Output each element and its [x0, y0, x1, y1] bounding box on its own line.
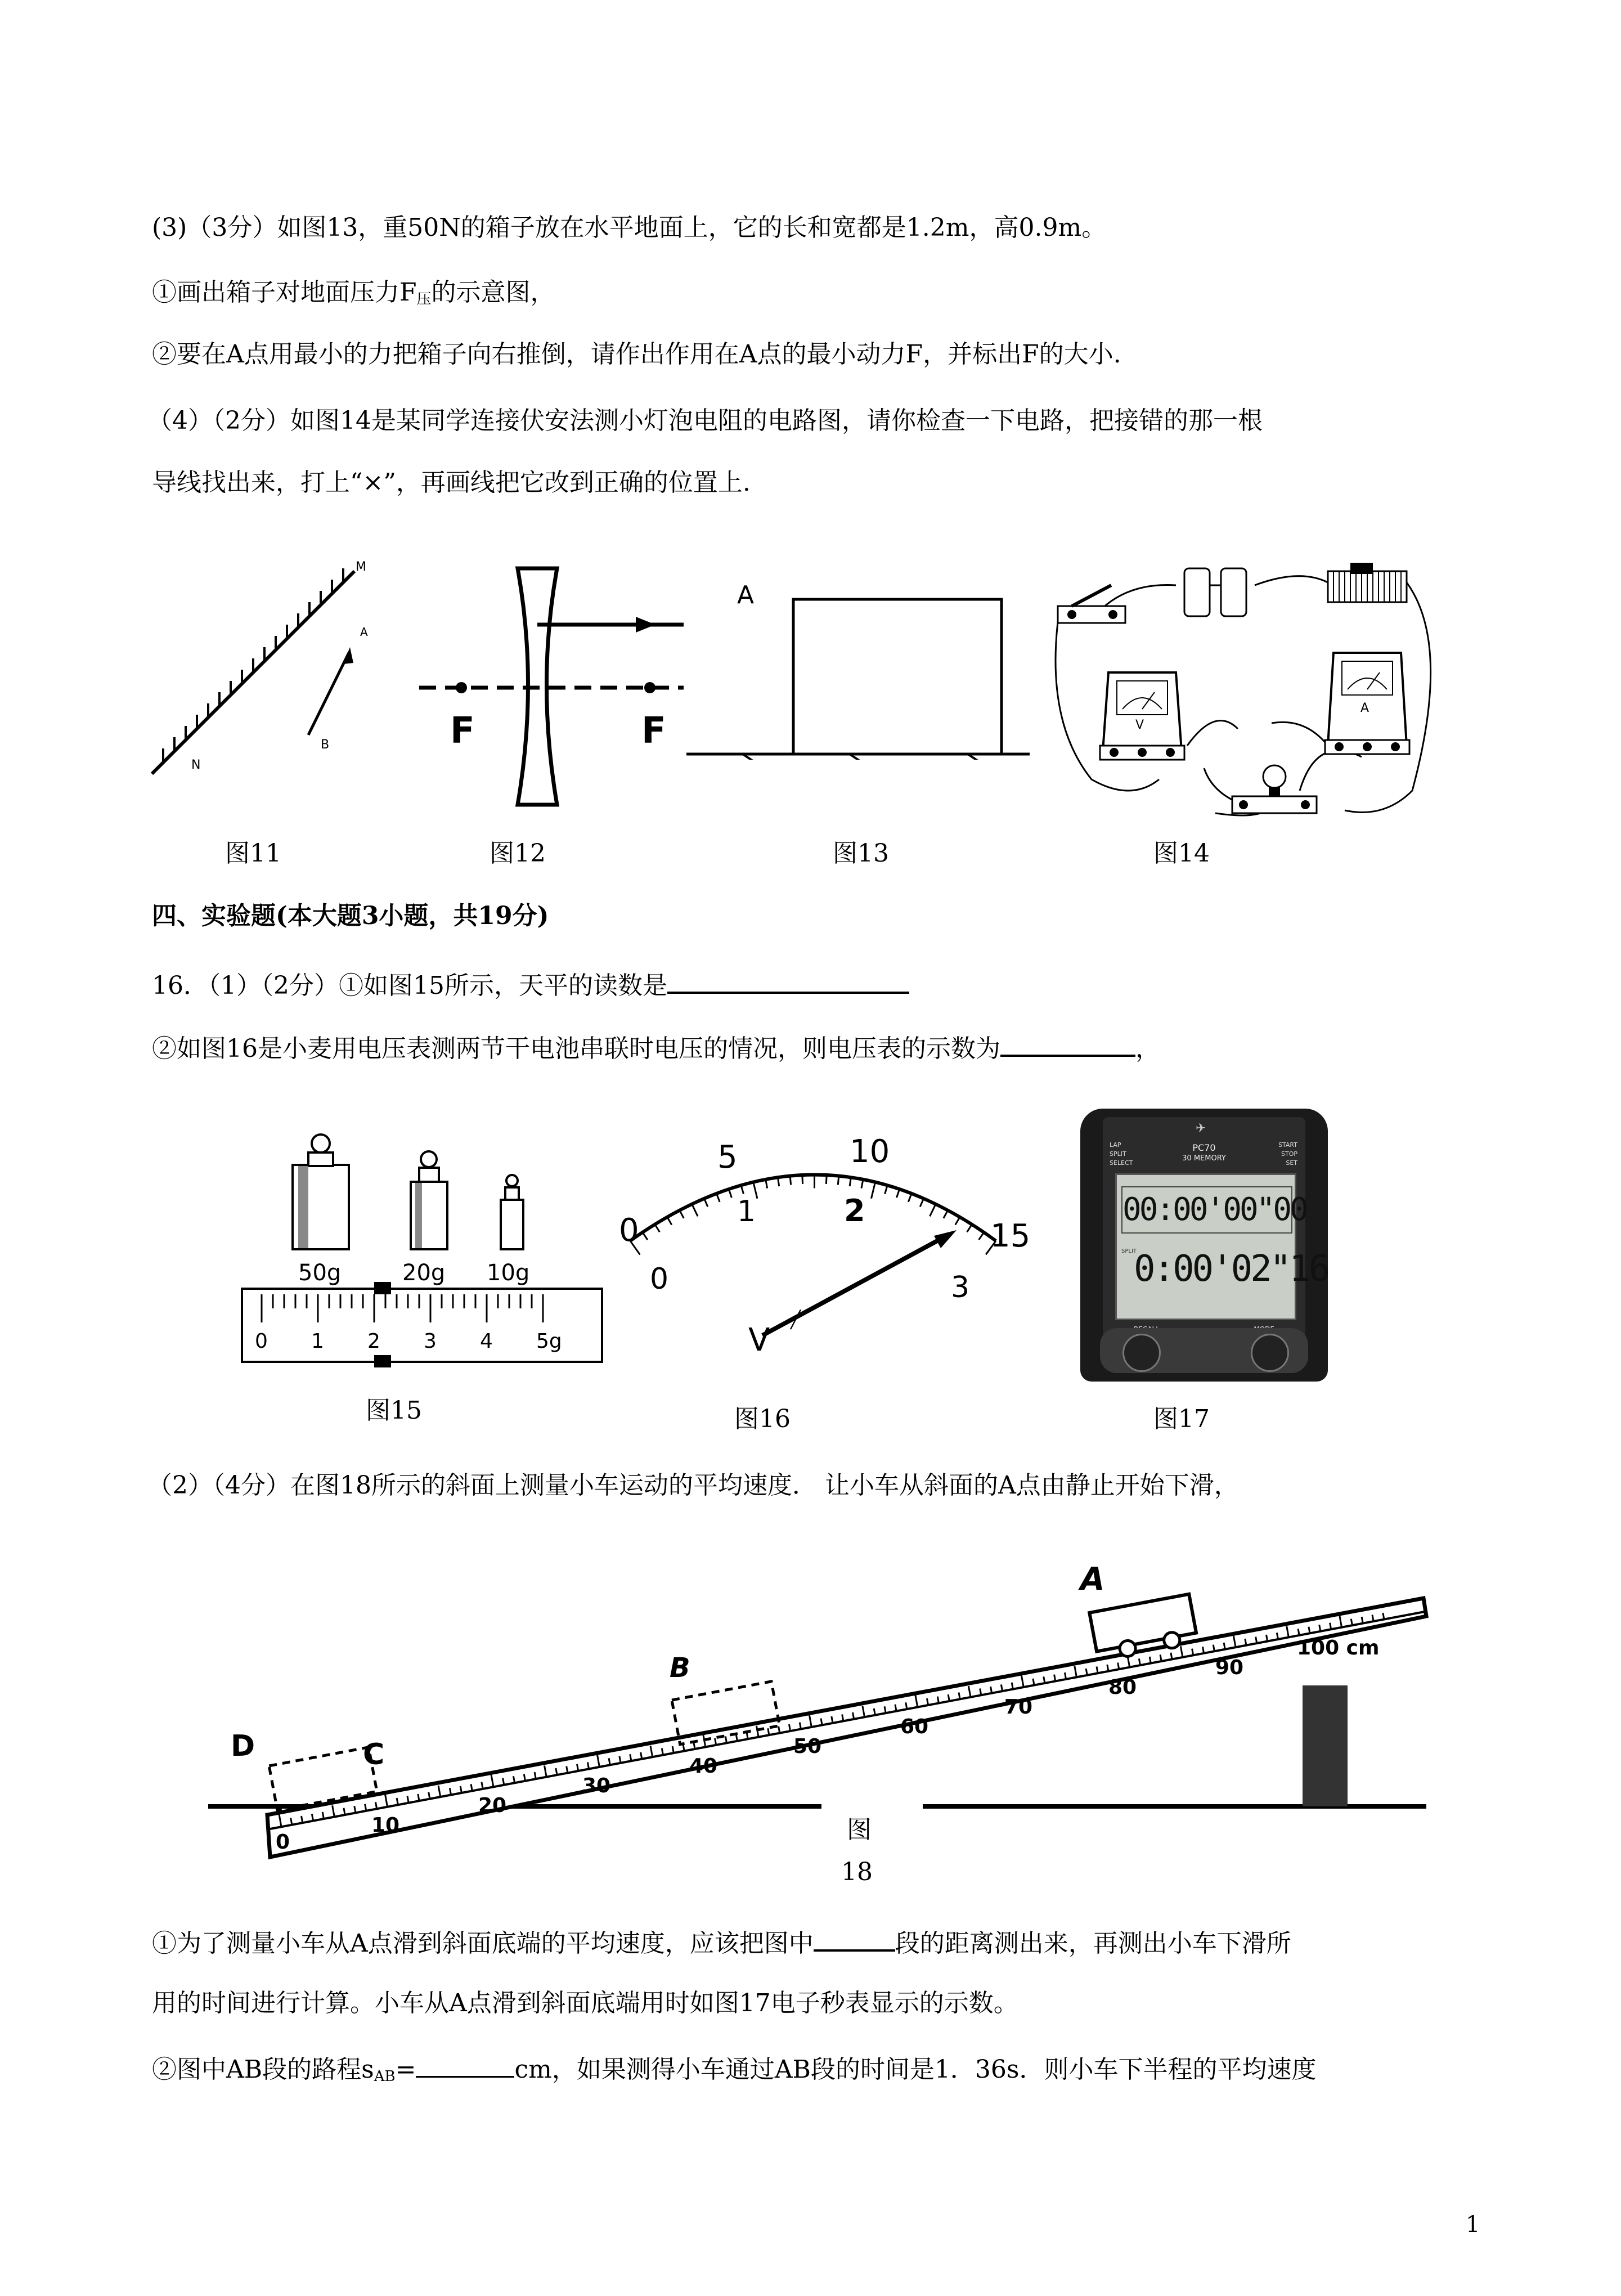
brand-logo: ✈ — [1196, 1122, 1206, 1136]
figure-18-caption-line2: 18 — [841, 1858, 873, 1886]
q15-part3-item2: ②要在A点用最小的力把箱子向右推倒，请作出作用在A点的最小动力F，并标出F的大小. — [152, 340, 1121, 369]
ruler-tick — [736, 1734, 737, 1741]
label-v: V — [1135, 718, 1144, 732]
ruler-tick — [1107, 1665, 1108, 1671]
label-a: A — [737, 581, 755, 609]
figure-16-voltmeter-dial — [596, 1120, 1035, 1379]
ruler-tick — [587, 1762, 589, 1769]
ruler-tick — [725, 1736, 726, 1743]
dial-tick — [955, 1217, 960, 1225]
ruler-tick — [397, 1798, 398, 1805]
dial-tick — [667, 1217, 672, 1225]
q15-part3-item1 — [152, 276, 555, 316]
ruler-tick — [1298, 1629, 1299, 1635]
figure-11-caption: 图11 — [225, 839, 281, 868]
ruler-tick — [630, 1754, 631, 1761]
ruler-tick — [874, 1708, 875, 1715]
needle — [762, 1238, 942, 1335]
ruler-tick — [503, 1778, 504, 1785]
item2-text: ②如图16是小麦用电压表测两节干电池串联时电压的情况，则电压表的示数为 — [152, 1034, 1000, 1063]
dial-tick — [680, 1210, 684, 1218]
ruler-label-60: 60 — [900, 1715, 929, 1738]
label-a: A — [1360, 701, 1369, 715]
figure-17-stopwatch — [1080, 1109, 1328, 1382]
subscript-ya: 压 — [416, 291, 432, 308]
figure-16-caption: 图16 — [734, 1405, 791, 1433]
label-f-right: F — [641, 710, 666, 752]
answer-blank-balance[interactable] — [667, 967, 909, 994]
ruler-tick — [1149, 1657, 1151, 1663]
ruler-tick — [768, 1728, 769, 1735]
dial-tick — [871, 1182, 875, 1199]
item2-comma: ， — [1135, 1034, 1160, 1063]
answer-blank-sab[interactable] — [416, 2051, 514, 2078]
ruler-tick — [1012, 1683, 1013, 1689]
ruler-tick — [1330, 1623, 1331, 1630]
ruler-tick — [991, 1687, 992, 1693]
ruler-tick — [1224, 1643, 1225, 1649]
ruler-tick — [344, 1808, 345, 1815]
ruler-tick — [619, 1756, 621, 1763]
ruler-tick — [959, 1693, 960, 1699]
q16-part2-item1-line2: 用的时间进行计算。小车从A点滑到斜面底端用时如图17电子秒表显示的示数。 — [152, 1989, 1018, 2017]
ruler-tick — [471, 1784, 472, 1791]
ruler-tick — [1309, 1627, 1310, 1634]
label-a: A — [360, 625, 368, 639]
left-button-labels: LAP SPLIT SELECT — [1110, 1141, 1133, 1167]
ruler-tick — [312, 1814, 313, 1820]
lcd-line-2: 0:00'02"16 — [1134, 1248, 1328, 1290]
label-b: B — [321, 738, 330, 752]
ruler-tick — [948, 1694, 949, 1701]
figure-14-caption: 图14 — [1153, 839, 1210, 868]
ruler-tick — [1160, 1654, 1161, 1661]
ruler-tick — [302, 1816, 303, 1823]
figure-13-box — [686, 580, 1035, 760]
ruler-tick — [1065, 1672, 1066, 1679]
ruler-tick — [1033, 1679, 1034, 1685]
item2-text: ②图中AB段的路程s — [152, 2055, 374, 2084]
ruler-tick — [1319, 1625, 1321, 1631]
ruler-tick — [429, 1792, 430, 1799]
item1-text-end: 的示意图， — [431, 278, 555, 307]
scale-tick-3: 3 — [424, 1330, 437, 1353]
q15-part4-line2: 导线找出来，打上“×”，再画线把它改到正确的位置上. — [152, 468, 751, 497]
label-a: A — [1080, 1564, 1105, 1598]
figure-18-incline — [203, 1564, 1440, 1868]
page-number: 1 — [1466, 2212, 1480, 2237]
ruler-tick — [884, 1706, 886, 1713]
ruler-tick — [1097, 1667, 1098, 1674]
ruler-tick — [853, 1712, 854, 1719]
inner-tick-0: 0 — [650, 1262, 669, 1296]
figure-15-balance — [236, 1131, 608, 1379]
scale-tick-1: 1 — [311, 1330, 324, 1353]
dial-tick — [741, 1185, 743, 1194]
ruler-tick — [842, 1714, 843, 1721]
label-f-left: F — [450, 710, 475, 752]
dial-tick — [704, 1199, 708, 1207]
q16-part2-text: （2）（4分）在图18所示的斜面上测量小车运动的平均速度． 让小车从斜面的A点由静止开始下滑， — [147, 1471, 1239, 1500]
ruler-tick — [407, 1796, 408, 1803]
ruler-tick — [1277, 1633, 1278, 1639]
stopwatch-face — [1103, 1117, 1328, 1353]
ruler-tick — [789, 1724, 790, 1731]
weight-20g: 20g — [402, 1260, 446, 1286]
figure-11-plane-mirror — [146, 557, 371, 782]
ruler-tick — [1202, 1647, 1204, 1653]
ruler-tick — [482, 1782, 483, 1789]
ruler-tick — [450, 1788, 451, 1795]
label-b: B — [670, 1652, 690, 1684]
right-button-labels: START STOP SET — [1278, 1141, 1297, 1167]
brand: PC70 — [1192, 1142, 1216, 1153]
dial-tick — [692, 1204, 698, 1217]
dial-tick — [790, 1176, 791, 1185]
outer-tick-10: 10 — [850, 1133, 890, 1170]
inner-tick-3: 3 — [951, 1271, 970, 1304]
ruler-tick — [937, 1697, 939, 1703]
ruler-tick — [1139, 1658, 1140, 1665]
ruler-tick — [747, 1732, 748, 1739]
outer-tick-0: 0 — [619, 1212, 639, 1249]
ruler-label-40: 40 — [689, 1755, 718, 1778]
weight-50g: 50g — [298, 1260, 342, 1286]
q16-part1-item1 — [152, 967, 909, 1003]
ruler-tick — [375, 1802, 376, 1809]
figure-14-circuit — [1047, 554, 1440, 822]
ruler-tick — [1362, 1617, 1363, 1624]
item2-equals: = — [395, 2055, 416, 2084]
dial-tick — [643, 1232, 648, 1240]
battery-pair — [1184, 568, 1246, 616]
q16-part2-item1 — [152, 1925, 1291, 1961]
ruler-tick — [1256, 1636, 1257, 1643]
dial-tick — [920, 1199, 923, 1207]
ruler-tick — [1192, 1649, 1193, 1656]
ruler-tick — [354, 1806, 356, 1813]
ruler-label-0: 0 — [276, 1831, 290, 1854]
ruler-tick — [1054, 1675, 1056, 1681]
ruler-tick — [821, 1719, 822, 1725]
ruler-tick — [895, 1705, 896, 1711]
item1-text: ①画出箱子对地面压力F — [152, 278, 417, 307]
label-v: V — [748, 1322, 770, 1358]
ruler-tick — [524, 1774, 525, 1781]
ruler-tick — [322, 1812, 324, 1819]
ruler-tick — [779, 1727, 780, 1733]
scale-tick-2: 2 — [367, 1330, 380, 1353]
recall-button[interactable] — [1122, 1334, 1161, 1372]
ruler-tick — [1086, 1669, 1087, 1675]
figure-12-concave-lens — [419, 563, 689, 810]
ruler-tick — [513, 1776, 514, 1783]
scale-tick-0: 0 — [255, 1330, 268, 1353]
q16-text: 16．（1）（2分）①如图15所示，天平的读数是 — [152, 971, 667, 1000]
switch — [1058, 585, 1125, 623]
ruler-tick — [291, 1818, 292, 1824]
ruler-tick — [365, 1804, 366, 1811]
rider-top — [374, 1282, 391, 1294]
ruler-tick — [1044, 1676, 1045, 1683]
label-c: C — [363, 1738, 385, 1772]
q16-part2-item2 — [152, 2051, 1317, 2093]
label-n: N — [191, 758, 201, 772]
ruler-tick — [535, 1772, 536, 1779]
lcd-line-1: 00:00'00"00 — [1121, 1186, 1292, 1234]
ruler-tick — [1118, 1662, 1119, 1669]
answer-blank-segment[interactable] — [814, 1925, 895, 1952]
lamp — [1232, 765, 1317, 813]
ruler-tick — [460, 1786, 461, 1793]
item2-text-end: cm，如果测得小车通过AB段的时间是1．36s．则小车下半程的平均速度 — [514, 2055, 1317, 2084]
answer-blank-voltage[interactable] — [1000, 1030, 1135, 1057]
dial-tick — [655, 1225, 659, 1232]
q15-part3-heading: (3)（3分）如图13，重50N的箱子放在水平地面上，它的长和宽都是1.2m，高0.9m。 — [152, 213, 1107, 242]
ruler-label-10: 10 — [371, 1814, 400, 1837]
ruler-tick — [556, 1768, 557, 1775]
subscript-ab: AB — [374, 2068, 396, 2085]
memory-label: 30 MEMORY — [1182, 1154, 1226, 1163]
ruler-label-80: 80 — [1108, 1676, 1137, 1699]
section-4-title: 四、实验题(本大题3小题，共19分) — [152, 902, 549, 930]
dial-tick — [944, 1210, 948, 1218]
ruler-label-90: 90 — [1215, 1656, 1244, 1679]
ruler-tick — [832, 1716, 833, 1723]
lcd-display — [1115, 1173, 1328, 1320]
ruler-label-70: 70 — [1004, 1696, 1033, 1719]
ruler-tick — [1245, 1639, 1246, 1645]
item1-text: ①为了测量小车从A点滑到斜面底端的平均速度，应该把图中 — [152, 1929, 814, 1958]
figure-12-caption: 图12 — [490, 839, 546, 868]
voltmeter — [1100, 672, 1184, 760]
q16-part1-item2 — [152, 1030, 1160, 1066]
dial-tick — [716, 1194, 720, 1202]
rider-bottom — [374, 1355, 391, 1367]
ruler-tick — [694, 1742, 695, 1749]
ruler-label-20: 20 — [478, 1794, 507, 1817]
ruler-label-100cm: 100 cm — [1297, 1636, 1380, 1660]
ruler-label-50: 50 — [793, 1735, 822, 1758]
ruler-tick — [609, 1758, 610, 1765]
ruler-tick — [662, 1748, 663, 1755]
q15-part4-line1: （4）（2分）如图14是某同学连接伏安法测小灯泡电阻的电路图，请你检查一下电路，把接错的那一根 — [147, 406, 1263, 435]
split-label: SPLIT — [1121, 1248, 1137, 1254]
figure-17-caption: 图17 — [1153, 1405, 1210, 1433]
figure-18-caption-line1: 图 — [847, 1815, 872, 1844]
ruler-tick — [1383, 1613, 1384, 1620]
dial-tick — [826, 1175, 827, 1184]
ruler-tick — [672, 1746, 673, 1753]
dial-tick — [838, 1176, 839, 1185]
inner-tick-2: 2 — [844, 1193, 865, 1228]
scale-tick-5g: 5g — [536, 1330, 562, 1353]
ruler-tick — [418, 1794, 419, 1801]
dial-tick — [930, 1204, 936, 1217]
ruler-tick — [1351, 1619, 1352, 1626]
item1-text-end: 段的距离测出来，再测出小车下滑所 — [895, 1929, 1291, 1958]
ruler-tick — [1372, 1615, 1373, 1622]
label-m: M — [356, 560, 366, 574]
figure-13-caption: 图13 — [833, 839, 889, 868]
ruler-tick — [980, 1688, 981, 1695]
ruler-tick — [800, 1723, 801, 1729]
ruler-tick — [1171, 1653, 1172, 1660]
inner-tick-1: 1 — [737, 1195, 756, 1228]
figure-15-caption: 图15 — [366, 1396, 422, 1425]
outer-tick-15: 15 — [990, 1218, 1031, 1254]
rheostat — [1328, 563, 1407, 602]
ruler-tick — [1213, 1645, 1214, 1652]
dial-tick — [908, 1194, 911, 1202]
weight-10g: 10g — [487, 1260, 530, 1286]
ruler-tick — [906, 1702, 907, 1709]
needle-mark: ╱ — [791, 1310, 801, 1330]
ruler-tick — [577, 1764, 578, 1771]
ruler-tick — [715, 1738, 716, 1745]
ruler-tick — [567, 1766, 568, 1773]
mode-button[interactable] — [1251, 1334, 1289, 1372]
dial-tick — [802, 1175, 803, 1184]
ruler-tick — [683, 1745, 684, 1751]
label-d: D — [231, 1729, 255, 1763]
ruler-label-30: 30 — [582, 1774, 611, 1797]
dial-tick — [979, 1232, 984, 1240]
outer-tick-5: 5 — [717, 1139, 738, 1176]
ruler-tick — [641, 1752, 642, 1759]
dial-tick — [967, 1225, 972, 1232]
ruler-tick — [927, 1698, 928, 1705]
ruler-tick — [1001, 1684, 1002, 1691]
ammeter — [1325, 653, 1409, 754]
ruler-tick — [1267, 1635, 1268, 1642]
scale-tick-4: 4 — [480, 1330, 493, 1353]
